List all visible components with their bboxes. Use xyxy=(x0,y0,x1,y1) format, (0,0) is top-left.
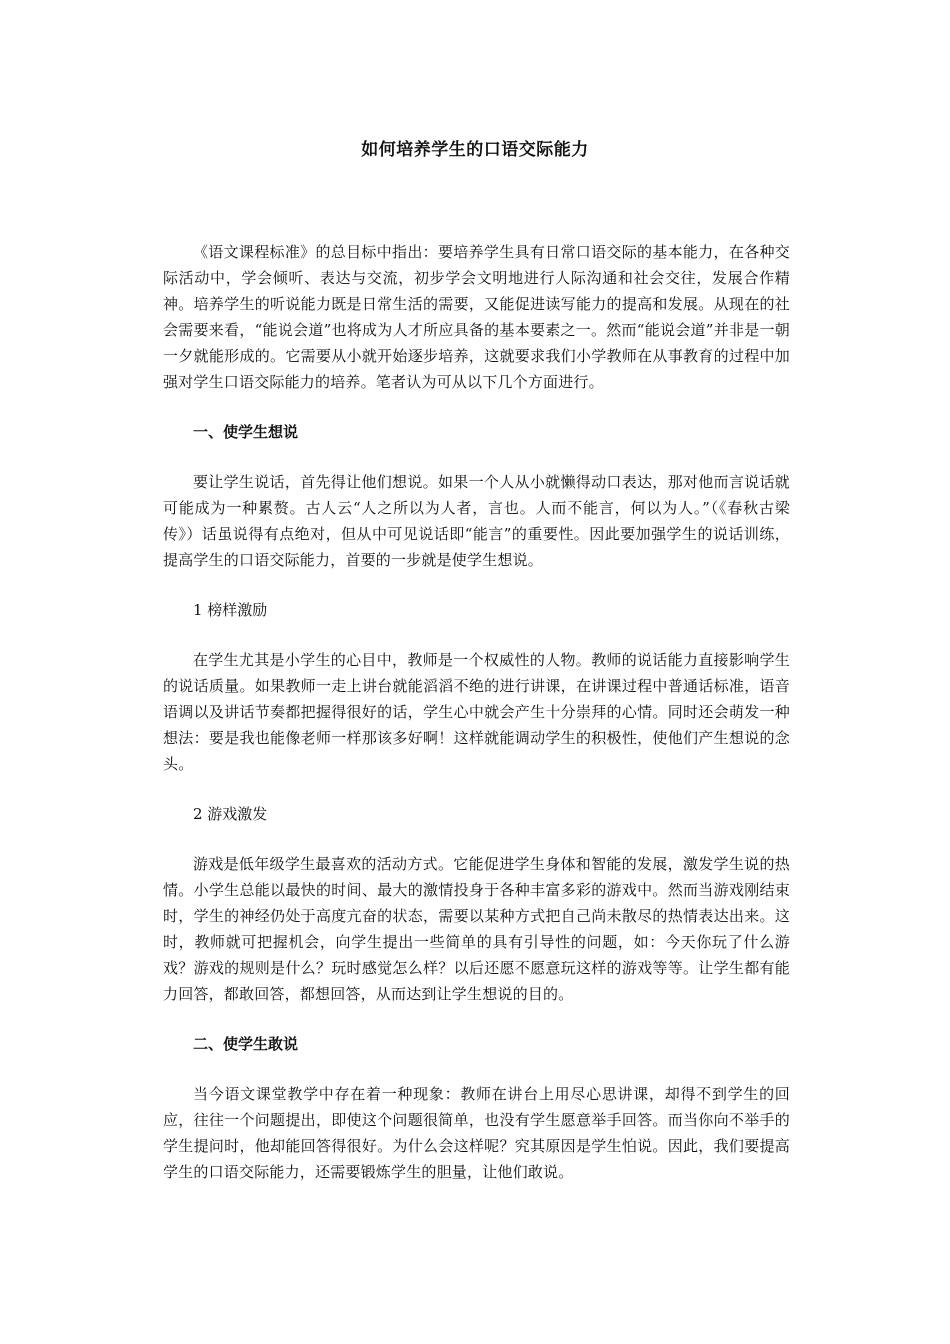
section-heading-2: 二、使学生敢说 xyxy=(193,1035,299,1053)
subsection-1-1-paragraph: 在学生尤其是小学生的心目中，教师是一个权威性的人物。教师的说话能力直接影响学生的说话质量。如果教师一走上讲台就能滔滔不绝的进行讲课，在讲课过程中普通话标准，语音语调以及讲话节奏都把握得很好的话，学生心中就会产生十分崇拜的心情。同时还会萌发一种想法：要是我也能像老师一样那该多好啊！这样就能调动学生的积极性，使他们产生想说的念头。 xyxy=(163,651,790,773)
subheading-1-1: 1 榜样激励 xyxy=(193,601,268,619)
intro-paragraph: 《语文课程标准》的总目标中指出：要培养学生具有日常口语交际的基本能力，在各种交际活动中，学会倾听、表达与交流，初步学会文明地进行人际沟通和社会交往，发展合作精神。培养学生的听说能力既是日常生活的需要，又能促进读写能力的提高和发展。从现在的社会需要来看，“能说会道”也将成为人才所应具备的基本要素之一。然而“能说会道”并非是一朝一夕就能形成的。它需要从小就开始逐步培养，这就要求我们小学教师在从事教育的过程中加强对学生口语交际能力的培养。笔者认为可从以下几个方面进行。 xyxy=(163,243,790,391)
document-body xyxy=(163,239,790,1209)
section-2-paragraph: 当今语文课堂教学中存在着一种现象：教师在讲台上用尽心思讲课，却得不到学生的回应，往往一个问题提出，即使这个问题很简单，也没有学生愿意举手回答。而当你向不举手的学生提问时，他却能回答得很好。为什么会这样呢？究其原因是学生怕说。因此，我们要提高学生的口语交际能力，还需要锻炼学生的胆量，让他们敢说。 xyxy=(163,1085,790,1181)
section-1-paragraph: 要让学生说话，首先得让他们想说。如果一个人从小就懒得动口表达，那对他而言说话就可能成为一种累赘。古人云“人之所以为人者，言也。人而不能言，何以为人。”（《春秋古梁传》）话虽说得有点绝对，但从中可见说话即“能言”的重要性。因此要加强学生的说话训练，提高学生的口语交际能力，首要的一步就是使学生想说。 xyxy=(163,473,790,569)
document-title: 如何培养学生的口语交际能力 xyxy=(361,140,589,160)
section-heading-1: 一、使学生想说 xyxy=(193,423,299,441)
subheading-1-2: 2 游戏激发 xyxy=(193,805,268,823)
subsection-1-2-paragraph: 游戏是低年级学生最喜欢的活动方式。它能促进学生身体和智能的发展，激发学生说的热情。小学生总能以最快的时间、最大的激情投身于各种丰富多彩的游戏中。然而当游戏刚结束时，学生的神经仍处于高度亢奋的状态，需要以某种方式把自己尚未散尽的热情表达出来。这时，教师就可把握机会，向学生提出一些简单的具有引导性的问题，如：今天你玩了什么游戏？游戏的规则是什么？玩时感觉怎么样？以后还愿不愿意玩这样的游戏等等。让学生都有能力回答，都敢回答，都想回答，从而达到让学生想说的目的。 xyxy=(163,855,790,1003)
